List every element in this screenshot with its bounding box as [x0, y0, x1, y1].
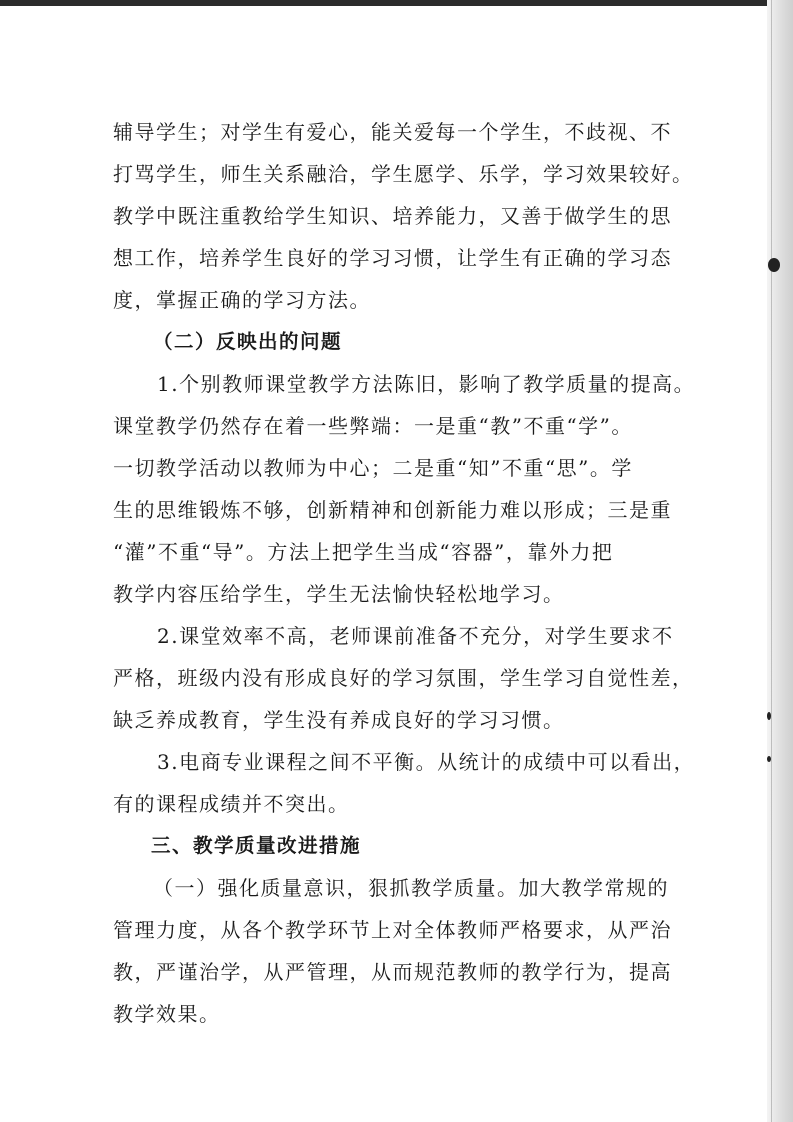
paragraph-line: 度，掌握正确的学习方法。	[113, 288, 371, 312]
paragraph-line: “灌”不重“导”。方法上把学生当成“容器”，靠外力把	[113, 540, 614, 564]
paragraph-line: 教，严谨治学，从严管理，从而规范教师的教学行为，提高	[113, 960, 672, 984]
scan-top-edge	[0, 0, 793, 6]
paragraph-line: 打骂学生，师生关系融洽，学生愿学、乐学，学习效果较好。	[113, 162, 694, 186]
paragraph-line: 2.课堂效率不高，老师课前准备不充分，对学生要求不	[157, 624, 674, 648]
scan-right-line	[771, 0, 772, 1122]
paragraph-line: 缺乏养成教育，学生没有养成良好的学习习惯。	[113, 708, 565, 732]
paragraph-line: 3.电商专业课程之间不平衡。从统计的成绩中可以看出，	[157, 750, 696, 774]
paragraph-line: 教学中既注重教给学生知识、培养能力，又善于做学生的思	[113, 204, 672, 228]
scan-speck	[767, 712, 771, 720]
paragraph-line: 生的思维锻炼不够，创新精神和创新能力难以形成；三是重	[113, 498, 672, 522]
paragraph-line: 想工作，培养学生良好的学习习惯，让学生有正确的学习态	[113, 246, 672, 270]
section-heading: （二）反映出的问题	[153, 330, 343, 353]
paragraph-line: 严格，班级内没有形成良好的学习氛围，学生学习自觉性差，	[113, 666, 694, 690]
paragraph-line: （一）强化质量意识，狠抓教学质量。加大教学常规的	[153, 876, 669, 900]
paragraph-line: 教学效果。	[113, 1002, 221, 1026]
scan-speck	[768, 258, 780, 272]
scan-speck	[767, 756, 771, 762]
paragraph-line: 一切教学活动以教师为中心；二是重“知”不重“思”。学	[113, 456, 633, 480]
paragraph-line: 教学内容压给学生，学生无法愉快轻松地学习。	[113, 582, 565, 606]
paragraph-line: 课堂教学仍然存在着一些弊端：一是重“教”不重“学”。	[113, 414, 633, 438]
paragraph-line: 有的课程成绩并不突出。	[113, 792, 350, 816]
paragraph-line: 辅导学生；对学生有爱心，能关爱每一个学生，不歧视、不	[113, 120, 672, 144]
paragraph-line: 管理力度，从各个教学环节上对全体教师严格要求，从严治	[113, 918, 672, 942]
section-heading: 三、教学质量改进措施	[151, 834, 362, 857]
paragraph-line: 1.个别教师课堂教学方法陈旧，影响了教学质量的提高。	[157, 372, 696, 396]
